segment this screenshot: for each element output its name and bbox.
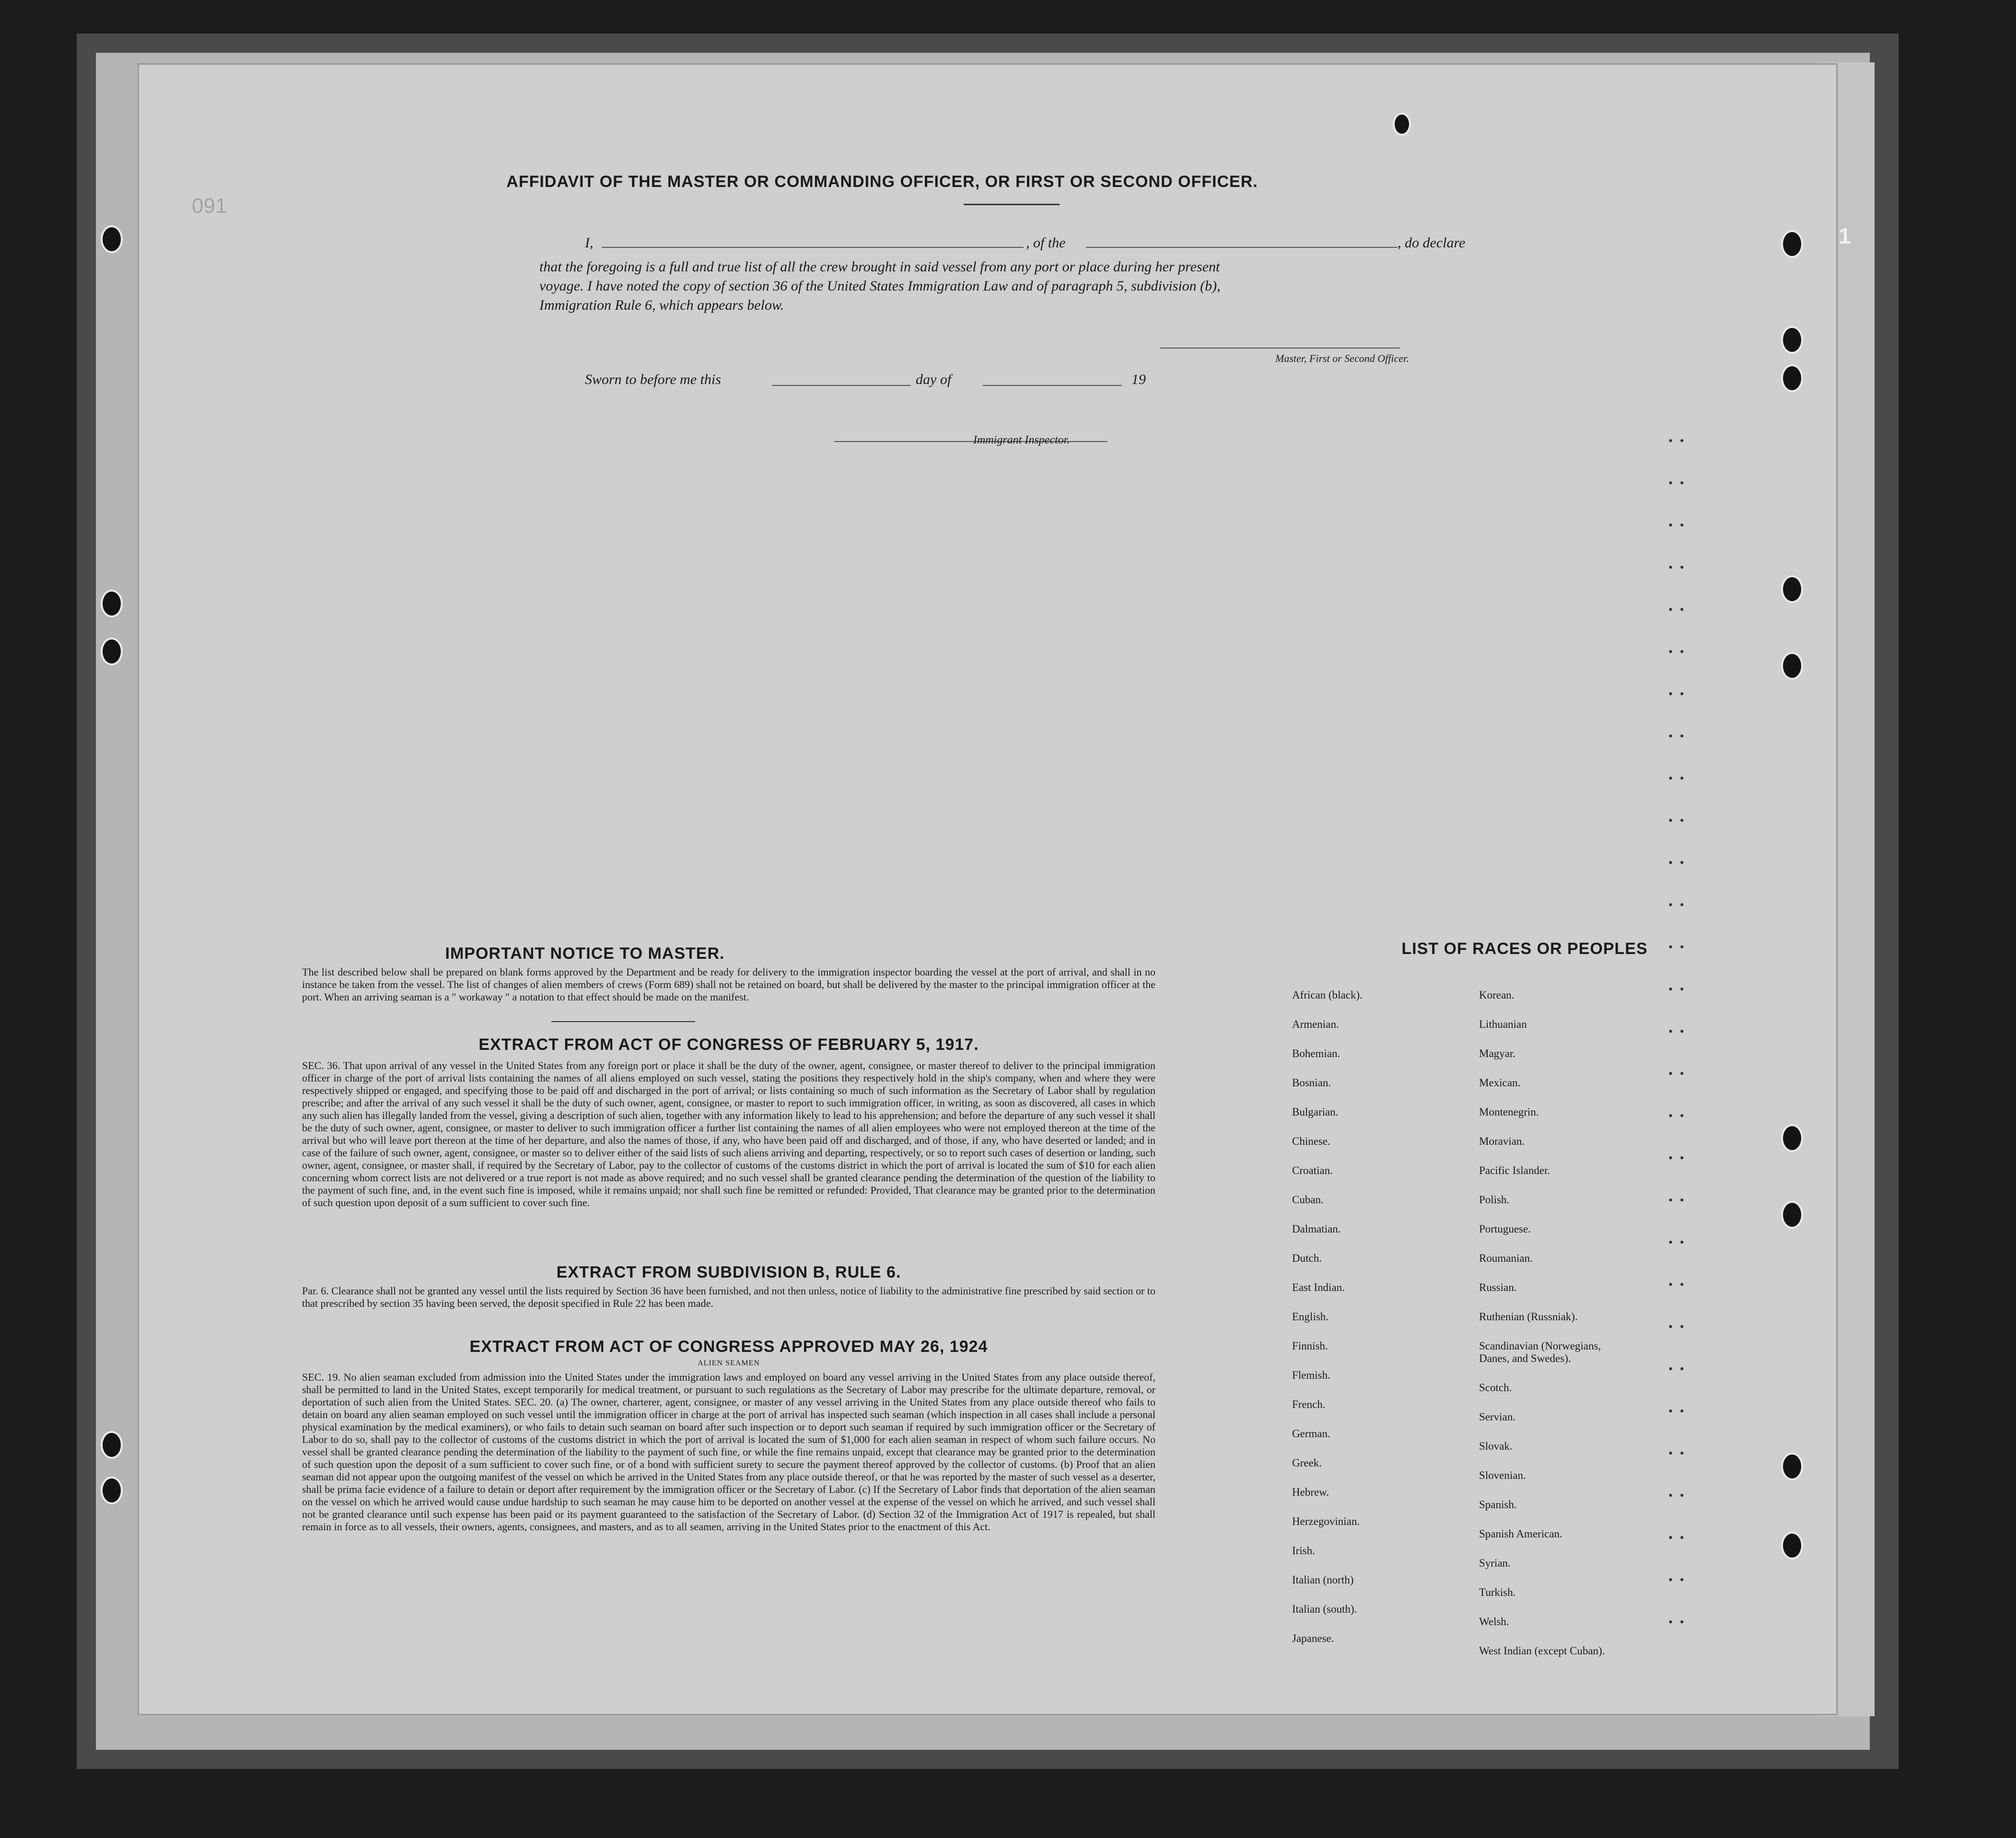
notice-divider (551, 1021, 695, 1022)
race-item: Finnish. (1292, 1340, 1328, 1352)
dot-mark: • • (1668, 1193, 1686, 1207)
race-item: West Indian (except Cuban). (1479, 1645, 1605, 1657)
dot-mark: • • (1668, 814, 1686, 827)
race-item: African (black). (1292, 989, 1363, 1001)
race-item: Portuguese. (1479, 1223, 1531, 1235)
races-title: LIST OF RACES OR PEOPLES (1401, 940, 1648, 958)
race-item: Japanese. (1292, 1632, 1334, 1644)
extract1-text: SEC. 36. That upon arrival of any vessel in the United States from any foreign port or place it shall be the duty of the owner, agent, consignee, or master thereof to deliver to the principal immigration officer in charge of the port of arrival lists containing the names of all aliens employed on such vessel, stating the positions they respectively hold in the ship's company, when and where they were respectively shipped or engaged, and specifying those to be paid off and discharged in the port of arrival; or lists containing so much of such information as the Secretary of Labor shall by regulation prescribe; and after the arrival of any such vessel it shall be the duty of such owner, agent, consignee, or master to report to such immigration officer, in writing, as soon as discovered, all cases in which any such alien has illegally landed from the vessel, giving a description of such alien, together with any information likely to lead to his apprehension; and before the departure of any such vessel it shall be the duty of such owner, agent, consignee, or master to deliver to such immigration officer a further list containing the names of all alien employees who were not employed thereon at the time of the arrival but who will leave port thereon at the time of her departure, and also the names of those, if any, who have been paid off and discharged, and of those, if any, who have deserted or landed; and in case of the failure of such owner, agent, consignee, or master so to deliver either of the said lists of such aliens arriving and departing, respectively, or so to report such cases of desertion or landing, such owner, agent, consignee, or master shall, if required by the Secretary of Labor, pay to the collector of customs of the customs district in which the port of arrival is located the sum of $10 for each alien concerning whom correct lists are not delivered or a true report is not made as above required; and no such vessel shall be granted clearance pending the determination of the question of the liability to the payment of such fine, and, in the event such fine is imposed, while it remains unpaid; nor shall such fine be remitted or refunded: Provided, That clearance may be granted prior to the determination of such question upon deposit of a sum sufficient to cover such fine. (302, 1059, 1155, 1209)
race-item: Italian (south). (1292, 1603, 1357, 1615)
dot-mark: • • (1668, 898, 1686, 912)
dot-mark: • • (1668, 1151, 1686, 1165)
notice-text: The list described below shall be prepared on blank forms approved by the Department and be ready for delivery to the immigration inspector boarding the vessel at the port of arrival, and shall in no instance be taken from the vessel. The list of changes of alien members of crews (Form 689) shall not be retained on board, but shall be delivered by the master to the principal immigration officer at the port. When an arriving seaman is a " workaway " a notation to that effect should be made on the manifest. (302, 966, 1155, 1003)
dot-mark: • • (1668, 1531, 1686, 1545)
binder-hole (1781, 230, 1803, 258)
race-item: Spanish American. (1479, 1528, 1562, 1540)
affidavit-body-line3: Immigration Rule 6, which appears below. (539, 297, 784, 313)
affidavit-title: AFFIDAVIT OF THE MASTER OR COMMANDING OFFICER, OR FIRST OR SECOND OFFICER. (506, 173, 1258, 191)
extract1-title: EXTRACT FROM ACT OF CONGRESS OF FEBRUARY 5, 1917. (478, 1035, 979, 1054)
binder-hole (101, 1477, 123, 1504)
binder-hole (1781, 1532, 1803, 1559)
race-item: Mexican. (1479, 1077, 1521, 1089)
dot-mark: • • (1668, 771, 1686, 785)
race-item: English. (1292, 1311, 1329, 1323)
margin-mark-top-left: 091 (192, 194, 227, 218)
race-item: Dalmatian. (1292, 1223, 1341, 1235)
affidavit-of-the: , of the (1026, 235, 1066, 251)
binder-hole (1781, 1201, 1803, 1229)
dot-mark: • • (1668, 1573, 1686, 1587)
signature-label: Master, First or Second Officer. (1275, 352, 1409, 364)
race-item: Bulgarian. (1292, 1106, 1339, 1118)
race-item: Servian. (1479, 1411, 1516, 1423)
race-item: Scandinavian (Norwegians, Danes, and Swedes). (1479, 1340, 1601, 1364)
race-item: Greek. (1292, 1457, 1322, 1469)
dot-mark: • • (1668, 1489, 1686, 1502)
sworn-text: Sworn to before me this (585, 372, 721, 387)
race-item: Polish. (1479, 1194, 1510, 1206)
race-item: Hebrew. (1292, 1486, 1329, 1498)
binder-hole (1393, 113, 1411, 136)
affidavit-page (139, 65, 1851, 1714)
dot-mark: • • (1668, 1404, 1686, 1418)
race-item: Russian. (1479, 1281, 1517, 1293)
race-item: Herzegovinian. (1292, 1515, 1360, 1527)
binder-hole (101, 1431, 123, 1459)
dot-mark: • • (1668, 856, 1686, 870)
binder-hole (1781, 364, 1803, 392)
race-item: East Indian. (1292, 1281, 1345, 1293)
title-divider (964, 204, 1060, 205)
dot-mark: • • (1668, 603, 1686, 617)
race-item: Bohemian. (1292, 1047, 1340, 1059)
extract2-text: Par. 6. Clearance shall not be granted any vessel until the lists required by Section 36 have been furnished, and not then unless, notice of liability to the administrative fine prescribed by said section or to that prescribed by section 35 having been served, the deposit specified in Rule 22 has been made. (302, 1285, 1155, 1309)
inspector-label: Immigrant Inspector. (973, 434, 1070, 446)
extract3-subtitle: ALIEN SEAMEN (698, 1359, 760, 1367)
name-blank-line (602, 247, 1024, 248)
race-item: Spanish. (1479, 1499, 1517, 1511)
vessel-blank-line (1086, 247, 1398, 248)
notice-title: IMPORTANT NOTICE TO MASTER. (445, 944, 725, 963)
race-item: Cuban. (1292, 1194, 1324, 1206)
dot-mark: • • (1668, 1024, 1686, 1038)
sworn-month-line (983, 385, 1122, 386)
dot-mark: • • (1668, 940, 1686, 954)
binder-hole (1781, 326, 1803, 354)
year-text: 19 (1131, 372, 1146, 387)
binder-hole (1781, 575, 1803, 603)
binder-hole (1781, 1453, 1803, 1480)
race-item: Flemish. (1292, 1369, 1330, 1381)
dot-mark: • • (1668, 1446, 1686, 1460)
race-item: Scotch. (1479, 1382, 1512, 1394)
race-item: Slovenian. (1479, 1469, 1526, 1481)
race-item: Turkish. (1479, 1586, 1516, 1598)
race-item: Korean. (1479, 989, 1515, 1001)
dot-mark: • • (1668, 645, 1686, 659)
binder-hole (1781, 1124, 1803, 1152)
race-item: German. (1292, 1428, 1330, 1440)
race-item: French. (1292, 1398, 1326, 1410)
race-item: Dutch. (1292, 1252, 1322, 1264)
affidavit-declare: , do declare (1398, 235, 1466, 251)
race-item: Syrian. (1479, 1557, 1511, 1569)
affidavit-body-line2: voyage. I have noted the copy of section 36 of the United States Immigration Law and of paragraph 5, subdivision (b), (539, 278, 1221, 294)
extract3-text: SEC. 19. No alien seaman excluded from admission into the United States under the immigration laws and employed on board any vessel arriving in the United States from any place outside thereof, shall be permitted to land in the United States, except temporarily for medical treatment, or pursuant to such regulations as the Secretary of Labor may prescribe for the ultimate departure, removal, or deportation of such alien from the United States. SEC. 20. (a) The owner, charterer, agent, consignee, or master of any vessel arriving in the United States from any place outside thereof who fails to detain on board any alien seaman employed on such vessel until the immigration officer in charge at the port of arrival has inspected such seaman (which inspection in all cases shall include a personal physical examination by the medical examiners), or who fails to detain such seaman on board after such inspection or to deport such seaman if required by such immigration officer or the Secretary of Labor to do so, shall pay to the collector of customs of the customs district in which the port of arrival is located the sum of $1,000 for each alien seaman in respect of whom such failure occurs. No vessel shall be granted clearance pending the determination of the liability to the payment of such fine, or while the fine remains unpaid, except that clearance may be granted prior to the determination of such question upon the deposit of a sum sufficient to cover such fine, or of a bond with sufficient surety to secure the payment thereof approved by the collector of customs. (b) Proof that an alien seaman did not appear upon the outgoing manifest of the vessel on which he arrived in the United States from any place outside thereof, or that he was reported by the master of such vessel as a deserter, shall be prima facie evidence of a failure to detain or deport after requirement by the immigration officer or the Secretary of Labor. (c) If the Secretary of Labor finds that deportation of the alien seaman on the vessel on which he arrived would cause undue hardship to such seaman he may cause him to be deported on another vessel at the expense of the vessel on which he arrived, and such vessel shall not be granted clearance until such expense has been paid or its payment guaranteed to the satisfaction of the Secretary of Labor. (d) Section 32 of the Immigration Act of 1917 is repealed, but shall remain in force as to all vessels, their owners, agents, consignees, and masters, and as to all seamen, arriving in the United States prior to the enactment of this Act. (302, 1371, 1155, 1533)
dot-mark: • • (1668, 982, 1686, 996)
binder-hole (101, 225, 123, 253)
dot-mark: • • (1668, 729, 1686, 743)
day-of-text: day of (916, 372, 952, 387)
race-item: Roumanian. (1479, 1252, 1533, 1264)
extract3-title: EXTRACT FROM ACT OF CONGRESS APPROVED MAY 26, 1924 (469, 1338, 988, 1356)
binder-hole (101, 590, 123, 617)
race-item: Ruthenian (Russniak). (1479, 1311, 1578, 1323)
dot-mark: • • (1668, 1615, 1686, 1629)
affidavit-body-line1: that the foregoing is a full and true list of all the crew brought in said vessel from any port or place during her present (539, 259, 1220, 275)
dot-mark: • • (1668, 434, 1686, 448)
signature-line (1160, 348, 1400, 349)
dot-mark: • • (1668, 476, 1686, 490)
race-item: Magyar. (1479, 1047, 1516, 1059)
sworn-day-line (772, 385, 911, 386)
race-item: Chinese. (1292, 1135, 1330, 1147)
race-item: Slovak. (1479, 1440, 1513, 1452)
dot-mark: • • (1668, 1235, 1686, 1249)
race-item: Armenian. (1292, 1018, 1339, 1030)
margin-mark-top-right: 1 (1839, 223, 1851, 248)
race-item: Welsh. (1479, 1616, 1509, 1628)
dot-mark: • • (1668, 1067, 1686, 1081)
race-item: Bosnian. (1292, 1077, 1331, 1089)
extract2-title: EXTRACT FROM SUBDIVISION B, RULE 6. (556, 1263, 901, 1281)
dot-mark: • • (1668, 1278, 1686, 1291)
binder-hole (101, 638, 123, 665)
dot-mark: • • (1668, 1109, 1686, 1123)
race-item: Pacific Islander. (1479, 1164, 1550, 1176)
race-item: Italian (north) (1292, 1574, 1354, 1586)
binder-hole (1781, 652, 1803, 680)
dot-mark: • • (1668, 560, 1686, 574)
race-item: Irish. (1292, 1545, 1315, 1557)
race-item: Moravian. (1479, 1135, 1525, 1147)
dot-mark: • • (1668, 1320, 1686, 1334)
race-item: Montenegrin. (1479, 1106, 1539, 1118)
dot-mark: • • (1668, 1362, 1686, 1376)
affidavit-i: I, (585, 235, 594, 251)
dot-mark: • • (1668, 518, 1686, 532)
race-item: Croatian. (1292, 1164, 1333, 1176)
race-item: Lithuanian (1479, 1018, 1527, 1030)
dot-mark: • • (1668, 687, 1686, 701)
